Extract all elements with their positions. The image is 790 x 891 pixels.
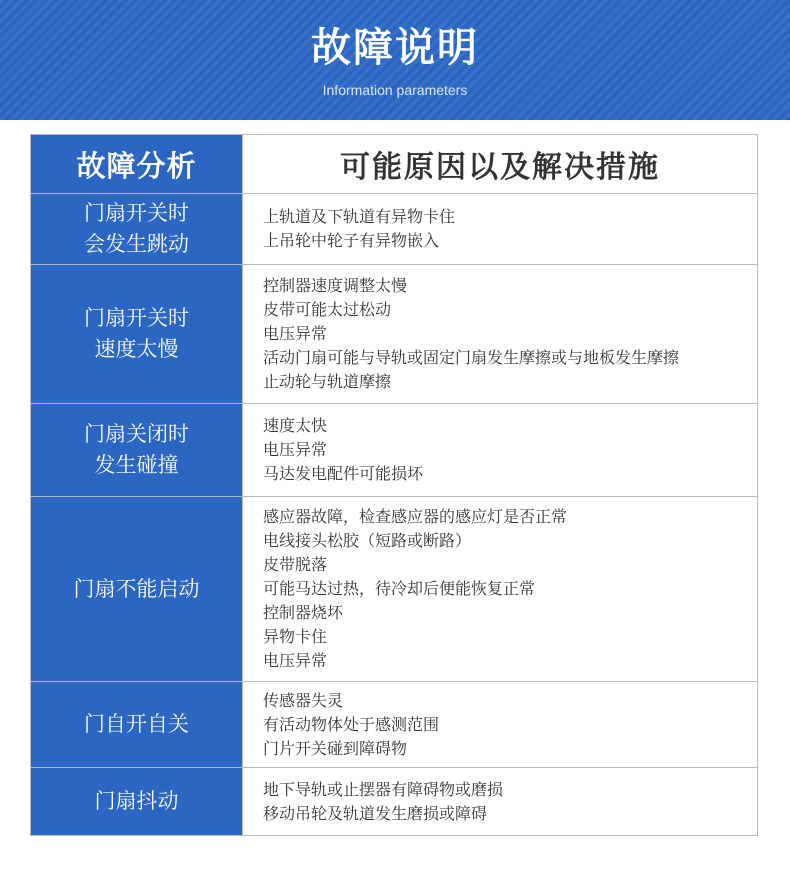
cause-cell xyxy=(243,682,758,768)
fault-label-line: 门扇不能启动 xyxy=(73,576,200,601)
header-banner xyxy=(0,0,790,120)
cause-item: 电压异常 xyxy=(263,651,328,670)
cause-item: 传感器失灵 xyxy=(263,690,344,710)
cause-cell xyxy=(243,404,758,497)
cause-cell xyxy=(243,265,758,404)
cause-item: 上吊轮中轮子有异物嵌入 xyxy=(263,231,440,250)
cause-item: 皮带可能太过松动 xyxy=(263,300,392,319)
fault-label-line: 门扇开关时 xyxy=(84,201,189,225)
cause-item: 上轨道及下轨道有异物卡住 xyxy=(263,207,456,226)
page-subtitle: Information parameters xyxy=(322,82,468,98)
fault-cell xyxy=(31,404,243,497)
fault-cell xyxy=(31,194,243,265)
fault-cell xyxy=(31,497,243,682)
cause-item: 控制器速度调整太慢 xyxy=(263,276,408,295)
table-row xyxy=(31,768,758,836)
table-row xyxy=(31,404,758,497)
cause-cell xyxy=(243,768,758,836)
fault-cell xyxy=(31,768,243,836)
fault-label-line: 门扇抖动 xyxy=(94,789,179,813)
cause-item: 地下导轨或止摆器有障碍物或磨损 xyxy=(263,779,504,799)
fault-cell xyxy=(31,265,243,404)
cause-cell xyxy=(243,194,758,265)
table-row xyxy=(31,194,758,265)
fault-label-line: 会发生跳动 xyxy=(84,232,189,256)
page-title: 故障说明 xyxy=(311,25,479,71)
cause-item: 活动门扇可能与导轨或固定门扇发生摩擦或与地板发生摩擦 xyxy=(263,348,680,367)
cause-item: 可能马达过热，待冷却后便能恢复正常 xyxy=(263,579,536,598)
fault-label-line: 门扇开关时 xyxy=(84,306,189,330)
cause-item: 控制器烧坏 xyxy=(263,603,344,622)
fault-label-line: 发生碰撞 xyxy=(94,453,179,477)
cause-item: 皮带脱落 xyxy=(263,555,328,574)
cause-item: 有活动物体处于感测范围 xyxy=(263,714,440,734)
cause-item: 电线接头松胶（短路或断路） xyxy=(263,531,472,550)
fault-label-line: 门自开自关 xyxy=(84,712,189,736)
column-header-solution: 可能原因以及解决措施 xyxy=(243,135,758,194)
cause-item: 马达发电配件可能损坏 xyxy=(263,464,424,483)
table-row xyxy=(31,265,758,404)
cause-item: 移动吊轮及轨道发生磨损或障碍 xyxy=(263,803,488,823)
cause-item: 电压异常 xyxy=(263,440,328,459)
cause-item: 速度太快 xyxy=(263,416,328,435)
fault-label-line: 速度太慢 xyxy=(94,337,179,361)
fault-table xyxy=(30,134,758,836)
cause-item: 电压异常 xyxy=(263,324,328,343)
fault-label-line: 门扇关闭时 xyxy=(84,422,189,446)
column-header-fault: 故障分析 xyxy=(31,135,243,194)
cause-item: 感应器故障，检查感应器的感应灯是否正常 xyxy=(263,507,568,526)
fault-cell xyxy=(31,682,243,768)
cause-cell xyxy=(243,497,758,682)
cause-item: 门片开关碰到障碍物 xyxy=(263,738,408,758)
cause-item: 止动轮与轨道摩擦 xyxy=(263,372,392,391)
cause-item: 异物卡住 xyxy=(263,627,328,646)
table-header-row xyxy=(31,135,758,194)
table-row xyxy=(31,682,758,768)
table-row xyxy=(31,497,758,682)
